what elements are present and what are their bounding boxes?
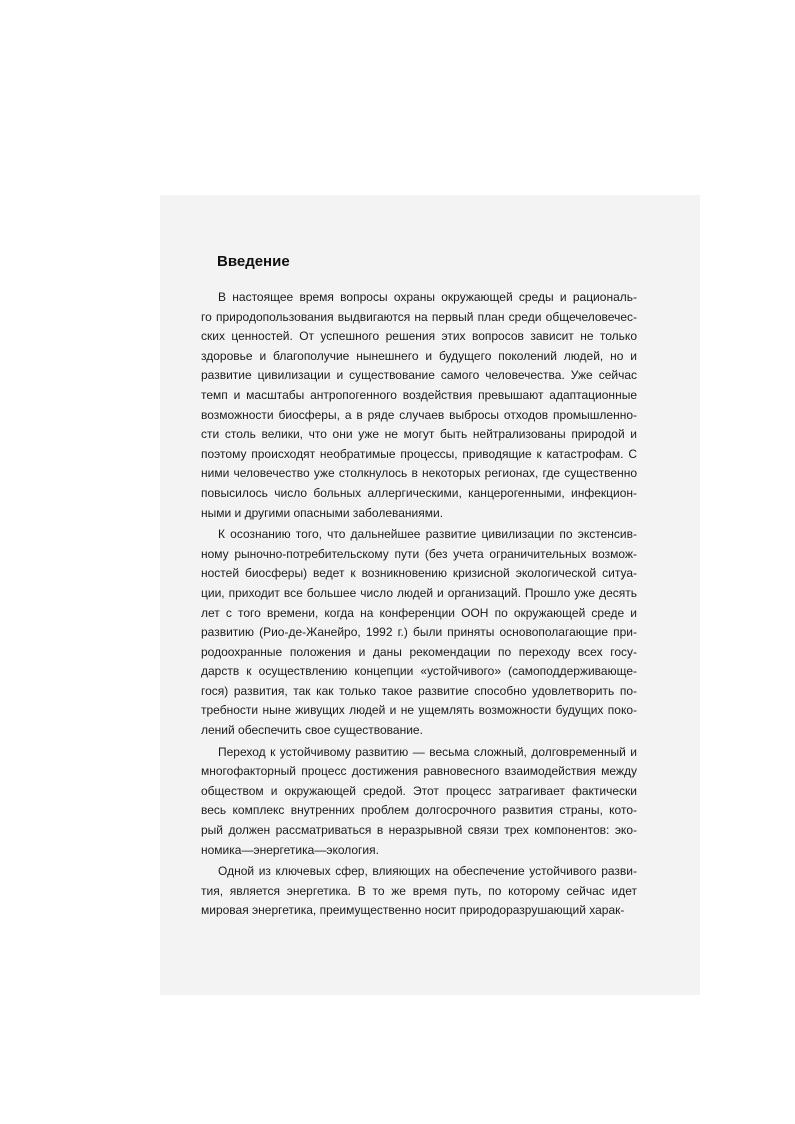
paragraph (201, 743, 637, 861)
text-line: здоровье и благополучие нынешнего и будущего поколений людей, но и (201, 348, 637, 363)
text-line: Одной из ключевых сфер, влияющих на обеспечение устойчивого разви- (218, 864, 637, 879)
text-line: развитие цивилизации и существование самого человечества. Уже сейчас (201, 368, 637, 383)
text-line: сти столь велики, что они уже не могут быть нейтрализованы природой и (201, 427, 637, 442)
text-line: повысилось число больных аллергическими, канцерогенными, инфекцион- (201, 485, 637, 500)
text-line: мировая энергетика, преимущественно носит природоразрушающий харак- (201, 903, 625, 918)
text-line: ному рыночно-потребительскому пути (без учета ограничительных возмож- (201, 546, 637, 561)
text-line: обществом и окружающей средой. Этот процесс затрагивает фактически (201, 783, 637, 798)
text-line: номика—энергетика—экология. (201, 842, 379, 857)
text-line: В настоящее время вопросы охраны окружающей среды и рациональ- (218, 290, 637, 304)
text-line: гося) развития, так как только такое развитие способно удовлетворить по- (201, 683, 637, 698)
section-heading: Введение (217, 253, 290, 270)
text-line: возможности биосферы, а в ряде случаев выбросы отходов промышленно- (201, 407, 637, 422)
document-page (201, 252, 637, 923)
paragraph (201, 288, 637, 523)
text-line: дарств к осуществлению концепции «устойчивого» (самоподдерживающе- (201, 664, 637, 679)
text-line: рый должен рассматриваться в неразрывной связи трех компонентов: эко- (201, 823, 637, 838)
body-text (201, 288, 637, 921)
text-line: тия, является энергетика. В то же время путь, по которому сейчас идет (201, 883, 637, 898)
text-line: ских ценностей. От успешного решения этих вопросов зависит не только (201, 329, 637, 344)
text-line: требности ныне живущих людей и не ущемлять возможности будущих поко- (201, 703, 637, 718)
text-line: темп и масштабы антропогенного воздействия превышают адаптационные (201, 387, 637, 402)
text-line: родоохранные положения и даны рекомендации по переходу всех госу- (201, 644, 637, 659)
text-line: поэтому происходят необратимые процессы, приводящие к катастрофам. С (201, 446, 637, 461)
text-line: развитию (Рио-де-Жанейро, 1992 г.) были приняты основополагающие при- (201, 625, 637, 640)
paragraph (201, 862, 637, 921)
text-line: лет с того времени, когда на конференции ООН по окружающей среде и (201, 605, 637, 620)
text-line: К осознанию того, что дальнейшее развитие цивилизации по экстенсив- (218, 527, 637, 542)
paragraph (201, 525, 637, 741)
text-line: ными и другими опасными заболеваниями. (201, 505, 444, 520)
text-line: многофакторный процесс достижения равновесного взаимодействия между (201, 764, 637, 779)
text-line: ции, приходит все большее число людей и организаций. Прошло уже десять (201, 585, 637, 600)
text-line: ностей биосферы) ведет к возникновению кризисной экологической ситуа- (201, 566, 637, 581)
text-line: лений обеспечить свое существование. (201, 723, 423, 738)
text-line: весь комплекс внутренних проблем долгосрочного развития страны, кото- (201, 803, 637, 818)
text-line: го природопользования выдвигаются на первый план среди общечеловечес- (201, 309, 637, 324)
text-line: ними человечество уже столкнулось в некоторых регионах, где существенно (201, 466, 637, 481)
text-line: Переход к устойчивому развитию — весьма сложный, долговременный и (218, 744, 637, 759)
